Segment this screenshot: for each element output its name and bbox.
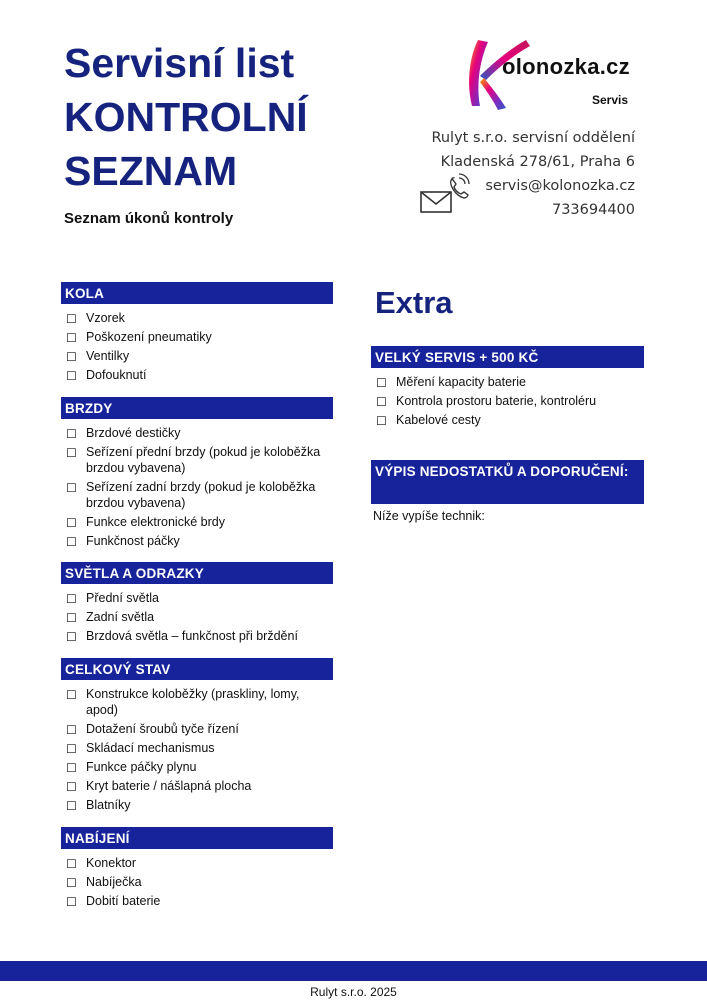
item-label: Nabíječka xyxy=(86,875,142,889)
checkbox-icon[interactable]: ☐ xyxy=(66,331,77,345)
item-label: Funkce páčky plynu xyxy=(86,760,197,774)
item-label: Kabelové cesty xyxy=(396,413,481,427)
checklist-item[interactable] xyxy=(66,329,333,345)
checklist-item[interactable] xyxy=(66,686,333,718)
checklist-item[interactable] xyxy=(376,393,644,409)
section-velky-servis xyxy=(371,346,644,431)
section-header: VÝPIS NEDOSTATKŮ A DOPORUČENÍ: xyxy=(371,460,644,504)
checkbox-icon[interactable]: ☐ xyxy=(66,427,77,441)
checklist-item[interactable] xyxy=(66,310,333,326)
checkbox-icon[interactable]: ☐ xyxy=(66,630,77,644)
item-label: Funkčnost páčky xyxy=(86,534,180,548)
item-label: Ventilky xyxy=(86,349,130,363)
section-header: NABÍJENÍ xyxy=(61,827,333,849)
checkbox-icon[interactable]: ☐ xyxy=(66,895,77,909)
contact-email: servis@kolonozka.cz xyxy=(485,178,635,194)
section-header: VELKÝ SERVIS + 500 KČ xyxy=(371,346,644,368)
checkbox-icon[interactable]: ☐ xyxy=(376,395,387,409)
checklist-item[interactable] xyxy=(376,412,644,428)
technician-note: Níže vypíše technik: xyxy=(373,509,485,523)
item-label: Dotažení šroubů tyče řízení xyxy=(86,722,239,736)
page-title xyxy=(64,36,384,198)
item-label: Brzdové destičky xyxy=(86,426,181,440)
item-label: Dobití baterie xyxy=(86,894,161,908)
section-svetla xyxy=(61,562,333,647)
subtitle: Seznam úkonů kontroly xyxy=(64,210,234,227)
checklist-item[interactable] xyxy=(66,590,333,606)
checkbox-icon[interactable]: ☐ xyxy=(66,611,77,625)
checkbox-icon[interactable]: ☐ xyxy=(376,414,387,428)
item-label: Funkce elektronické brdy xyxy=(86,515,225,529)
contact-company: Rulyt s.r.o. servisní oddělení xyxy=(431,130,635,146)
item-label: Dofouknutí xyxy=(86,368,147,382)
checklist-item[interactable] xyxy=(66,874,333,890)
checkbox-icon[interactable]: ☐ xyxy=(66,799,77,813)
title-line-3: SEZNAM xyxy=(64,148,238,194)
checkbox-icon[interactable]: ☐ xyxy=(66,876,77,890)
checkbox-icon[interactable]: ☐ xyxy=(66,535,77,549)
checkbox-icon[interactable]: ☐ xyxy=(66,312,77,326)
checklist-item[interactable] xyxy=(66,533,333,549)
item-label: Kryt baterie / nášlapná plocha xyxy=(86,779,252,793)
section-header: SVĚTLA A ODRAZKY xyxy=(61,562,333,584)
contact-phone: 733694400 xyxy=(551,202,635,218)
checkbox-icon[interactable]: ☐ xyxy=(66,688,77,702)
item-label: Vzorek xyxy=(86,311,125,325)
title-line-1: Servisní list xyxy=(64,40,295,86)
section-brzdy xyxy=(61,397,333,552)
checkbox-icon[interactable]: ☐ xyxy=(66,742,77,756)
checklist-item[interactable] xyxy=(66,514,333,530)
checklist-item[interactable] xyxy=(66,740,333,756)
checkbox-icon[interactable]: ☐ xyxy=(66,592,77,606)
checklist-item[interactable] xyxy=(66,367,333,383)
item-label: Konstrukce koloběžky (praskliny, lomy, apod) xyxy=(86,687,300,717)
section-kola xyxy=(61,282,333,386)
section-nabijeni xyxy=(61,827,333,912)
checklist-item[interactable] xyxy=(66,348,333,364)
logo-brand-text: olonozka.cz xyxy=(502,54,630,79)
footer-text: Rulyt s.r.o. 2025 xyxy=(310,985,397,999)
item-label: Měření kapacity baterie xyxy=(396,375,526,389)
section-header: CELKOVÝ STAV xyxy=(61,658,333,680)
checklist-item[interactable] xyxy=(66,609,333,625)
section-vypis-nedostatku xyxy=(371,460,644,523)
checklist-item[interactable] xyxy=(66,721,333,737)
item-label: Poškození pneumatiky xyxy=(86,330,212,344)
item-label: Kontrola prostoru baterie, kontroléru xyxy=(396,394,597,408)
checkbox-icon[interactable]: ☐ xyxy=(66,780,77,794)
extra-title: Extra xyxy=(375,285,453,320)
section-header: BRZDY xyxy=(61,397,333,419)
checklist-item[interactable] xyxy=(66,628,333,644)
logo-subtext: Servis xyxy=(592,93,629,107)
checkbox-icon[interactable]: ☐ xyxy=(66,857,77,871)
checklist-item[interactable] xyxy=(66,425,333,441)
envelope-phone-icon xyxy=(419,172,473,216)
checklist-item[interactable] xyxy=(66,479,333,511)
item-label: Blatníky xyxy=(86,798,131,812)
checkbox-icon[interactable]: ☐ xyxy=(66,446,77,460)
checklist-item[interactable] xyxy=(66,759,333,775)
section-header: KOLA xyxy=(61,282,333,304)
item-label: Brzdová světla – funkčnost při brždění xyxy=(86,629,298,643)
item-label: Seřízení zadní brzdy (pokud je koloběžka brzdou vybavena) xyxy=(86,480,316,510)
checkbox-icon[interactable]: ☐ xyxy=(66,369,77,383)
item-label: Zadní světla xyxy=(86,610,155,624)
title-line-2: KONTROLNÍ xyxy=(64,94,308,140)
item-label: Konektor xyxy=(86,856,137,870)
checklist-item[interactable] xyxy=(66,444,333,476)
section-celkovy-stav xyxy=(61,658,333,816)
checkbox-icon[interactable]: ☐ xyxy=(66,761,77,775)
checkbox-icon[interactable]: ☐ xyxy=(66,350,77,364)
checkbox-icon[interactable]: ☐ xyxy=(376,376,387,390)
checkbox-icon[interactable]: ☐ xyxy=(66,481,77,495)
item-label: Skládací mechanismus xyxy=(86,741,215,755)
checklist-item[interactable] xyxy=(66,855,333,871)
checklist-item[interactable] xyxy=(66,797,333,813)
checklist-item[interactable] xyxy=(376,374,644,390)
contact-address: Kladenská 278/61, Praha 6 xyxy=(440,154,635,170)
checklist-item[interactable] xyxy=(66,893,333,909)
checklist-item[interactable] xyxy=(66,778,333,794)
footer-bar xyxy=(0,961,707,981)
item-label: Přední světla xyxy=(86,591,159,605)
item-label: Seřízení přední brzdy (pokud je koloběžka brzdou vybavena) xyxy=(86,445,321,475)
checkbox-icon[interactable]: ☐ xyxy=(66,723,77,737)
checkbox-icon[interactable]: ☐ xyxy=(66,516,77,530)
